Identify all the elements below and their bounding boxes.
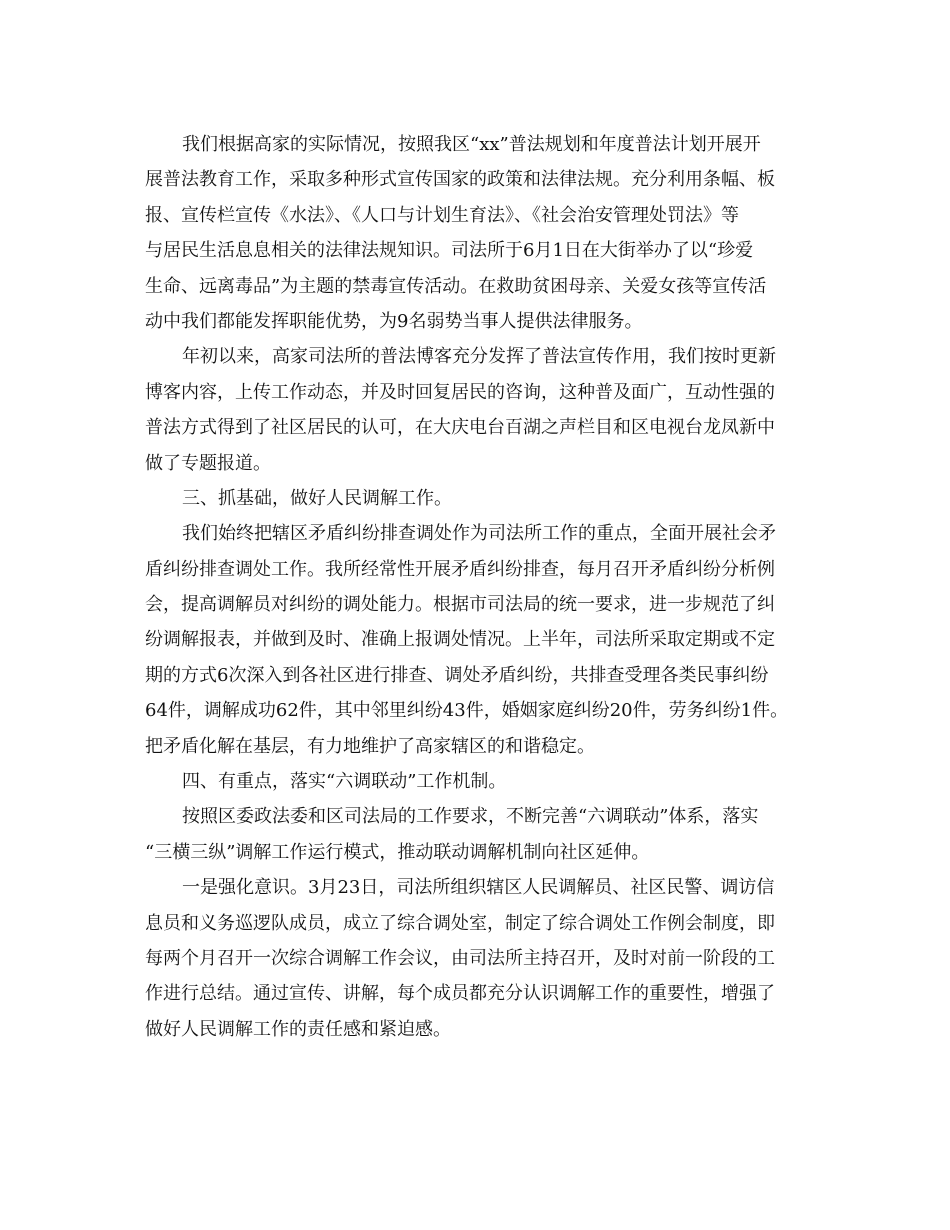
text-line: 期的方式6次深入到各社区进行排查、调处矛盾纠纷，共排查受理各类民事纠纷 xyxy=(145,664,769,686)
text-line: 我们始终把辖区矛盾纠纷排查调处作为司法所工作的重点，全面开展社会矛 xyxy=(182,523,776,545)
text-line: 一是强化意识。3月23日，司法所组织辖区人民调解员、社区民警、调访信 xyxy=(182,877,775,899)
text-line: 会，提高调解员对纠纷的调处能力。根据市司法局的统一要求，进一步规范了纠 xyxy=(145,594,775,616)
text-line: 每两个月召开一次综合调解工作会议，由司法所主持召开，及时对前一阶段的工 xyxy=(145,947,775,969)
text-line: 生命、远离毒品”为主题的禁毒宣传活动。在救助贫困母亲、关爱女孩等宣传活 xyxy=(145,275,767,297)
text-line: 做了专题报道。 xyxy=(145,452,271,474)
text-line: 普法方式得到了社区居民的认可，在大庆电台百湖之声栏目和区电视台龙凤新中 xyxy=(145,417,775,439)
document-body xyxy=(145,127,815,1047)
text-line: 博客内容，上传工作动态，并及时回复居民的咨询，这种普及面广，互动性强的 xyxy=(145,381,775,403)
text-line: 年初以来，高家司法所的普法博客充分发挥了普法宣传作用，我们按时更新 xyxy=(182,346,776,368)
text-line: 动中我们都能发挥职能优势，为9名弱势当事人提供法律服务。 xyxy=(145,310,643,332)
text-line: 64件，调解成功62件，其中邻里纠纷43件，婚姻家庭纠纷20件，劳务纠纷1件。 xyxy=(145,700,789,722)
text-line: 把矛盾化解在基层，有力地维护了高家辖区的和谐稳定。 xyxy=(145,735,595,757)
text-line: 展普法教育工作，采取多种形式宣传国家的政策和法律法规。充分利用条幅、板 xyxy=(145,169,775,191)
text-line: 四、有重点，落实“六调联动”工作机制。 xyxy=(182,771,507,793)
text-line: 按照区委政法委和区司法局的工作要求，不断完善“六调联动”体系，落实 xyxy=(182,806,759,828)
text-line: 纷调解报表，并做到及时、准确上报调处情况。上半年，司法所采取定期或不定 xyxy=(145,629,775,651)
text-line: 做好人民调解工作的责任感和紧迫感。 xyxy=(145,1018,451,1040)
text-line: 三、抓基础，做好人民调解工作。 xyxy=(182,487,452,509)
text-line: 报、宣传栏宣传《水法》、《人口与计划生育法》、《社会治安管理处罚法》等 xyxy=(145,204,739,226)
text-line: 我们根据高家的实际情况，按照我区“xx”普法规划和年度普法计划开展开 xyxy=(182,134,761,155)
text-line: 作进行总结。通过宣传、讲解，每个成员都充分认识调解工作的重要性，增强了 xyxy=(145,983,775,1005)
text-line: 息员和义务巡逻队成员，成立了综合调处室，制定了综合调处工作例会制度，即 xyxy=(145,912,775,934)
text-line: 与居民生活息息相关的法律法规知识。司法所于6月1日在大街举办了以“珍爱 xyxy=(145,240,754,262)
text-line: “三横三纵”调解工作运行模式，推动联动调解机制向社区延伸。 xyxy=(145,841,650,863)
text-line: 盾纠纷排查调处工作。我所经常性开展矛盾纠纷排查，每月召开矛盾纠纷分析例 xyxy=(145,558,775,580)
